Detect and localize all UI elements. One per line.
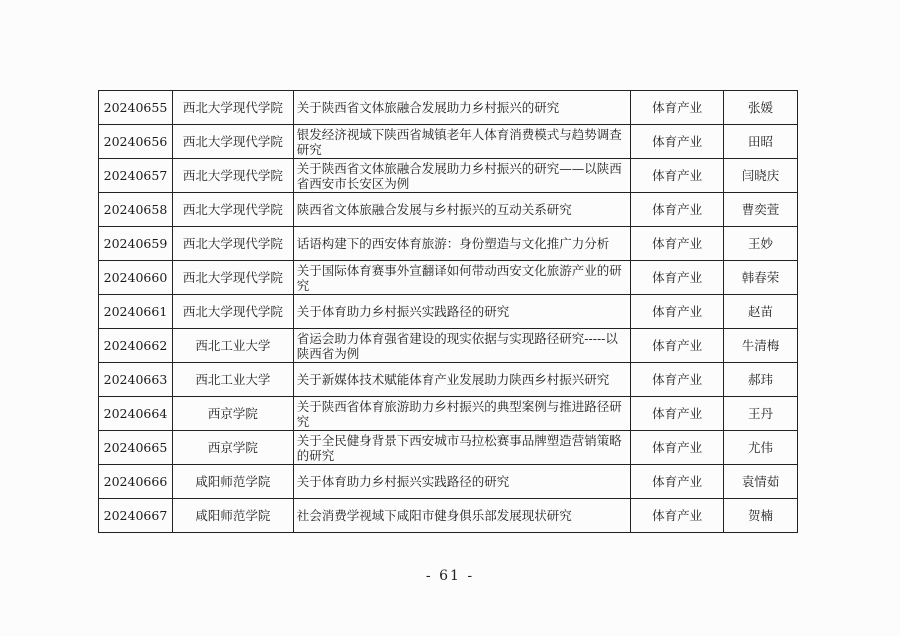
project-id-cell: 20240665 [99,431,173,465]
table-row [99,397,798,431]
person-cell: 贺楠 [724,499,798,533]
project-id-cell: 20240667 [99,499,173,533]
table-row [99,329,798,363]
category-cell: 体育产业 [631,431,724,465]
table-row [99,125,798,159]
school-cell: 西北大学现代学院 [172,91,293,125]
person-cell: 赵苗 [724,295,798,329]
school-cell: 西北大学现代学院 [172,227,293,261]
project-title-cell: 陕西省文体旅融合发展与乡村振兴的互动关系研究 [293,193,631,227]
table-row [99,91,798,125]
school-cell: 西京学院 [172,431,293,465]
table-row [99,159,798,193]
school-cell: 西京学院 [172,397,293,431]
school-cell: 咸阳师范学院 [172,465,293,499]
table-row [99,261,798,295]
person-cell: 尤伟 [724,431,798,465]
category-cell: 体育产业 [631,363,724,397]
project-id-cell: 20240663 [99,363,173,397]
person-cell: 王妙 [724,227,798,261]
person-cell: 韩春荣 [724,261,798,295]
category-cell: 体育产业 [631,125,724,159]
table-row [99,499,798,533]
category-cell: 体育产业 [631,465,724,499]
project-title-cell: 关于陕西省体育旅游助力乡村振兴的典型案例与推进路径研究 [293,397,631,431]
table-row [99,227,798,261]
person-cell: 田昭 [724,125,798,159]
person-cell: 张媛 [724,91,798,125]
school-cell: 西北大学现代学院 [172,125,293,159]
project-id-cell: 20240666 [99,465,173,499]
table-row [99,193,798,227]
project-table-container [98,90,798,533]
category-cell: 体育产业 [631,329,724,363]
person-cell: 牛清梅 [724,329,798,363]
page-number: - 61 - [425,568,475,584]
project-title-cell: 关于全民健身背景下西安城市马拉松赛事品牌塑造营销策略的研究 [293,431,631,465]
school-cell: 西北大学现代学院 [172,193,293,227]
category-cell: 体育产业 [631,91,724,125]
project-table [98,90,798,533]
school-cell: 西北工业大学 [172,363,293,397]
project-id-cell: 20240659 [99,227,173,261]
project-title-cell: 关于陕西省文体旅融合发展助力乡村振兴的研究 [293,91,631,125]
project-id-cell: 20240657 [99,159,173,193]
category-cell: 体育产业 [631,159,724,193]
project-id-cell: 20240664 [99,397,173,431]
table-row [99,295,798,329]
school-cell: 咸阳师范学院 [172,499,293,533]
project-id-cell: 20240660 [99,261,173,295]
table-row [99,465,798,499]
project-title-cell: 话语构建下的西安体育旅游：身份塑造与文化推广力分析 [293,227,631,261]
school-cell: 西北大学现代学院 [172,261,293,295]
person-cell: 郝玮 [724,363,798,397]
project-id-cell: 20240661 [99,295,173,329]
category-cell: 体育产业 [631,193,724,227]
category-cell: 体育产业 [631,295,724,329]
project-title-cell: 省运会助力体育强省建设的现实依据与实现路径研究-----以陕西省为例 [293,329,631,363]
person-cell: 袁情茹 [724,465,798,499]
project-title-cell: 关于体育助力乡村振兴实践路径的研究 [293,465,631,499]
project-title-cell: 银发经济视域下陕西省城镇老年人体育消费模式与趋势调查研究 [293,125,631,159]
category-cell: 体育产业 [631,261,724,295]
project-title-cell: 社会消费学视域下咸阳市健身俱乐部发展现状研究 [293,499,631,533]
school-cell: 西北大学现代学院 [172,159,293,193]
project-title-cell: 关于陕西省文体旅融合发展助力乡村振兴的研究——以陕西省西安市长安区为例 [293,159,631,193]
project-table-body [99,91,798,533]
project-title-cell: 关于国际体育赛事外宣翻译如何带动西安文化旅游产业的研究 [293,261,631,295]
person-cell: 曹奕萱 [724,193,798,227]
school-cell: 西北工业大学 [172,329,293,363]
project-id-cell: 20240658 [99,193,173,227]
project-title-cell: 关于体育助力乡村振兴实践路径的研究 [293,295,631,329]
school-cell: 西北大学现代学院 [172,295,293,329]
table-row [99,431,798,465]
category-cell: 体育产业 [631,499,724,533]
project-id-cell: 20240655 [99,91,173,125]
project-id-cell: 20240662 [99,329,173,363]
person-cell: 闫晓庆 [724,159,798,193]
category-cell: 体育产业 [631,397,724,431]
person-cell: 王丹 [724,397,798,431]
category-cell: 体育产业 [631,227,724,261]
project-title-cell: 关于新媒体技术赋能体育产业发展助力陕西乡村振兴研究 [293,363,631,397]
table-row [99,363,798,397]
project-id-cell: 20240656 [99,125,173,159]
